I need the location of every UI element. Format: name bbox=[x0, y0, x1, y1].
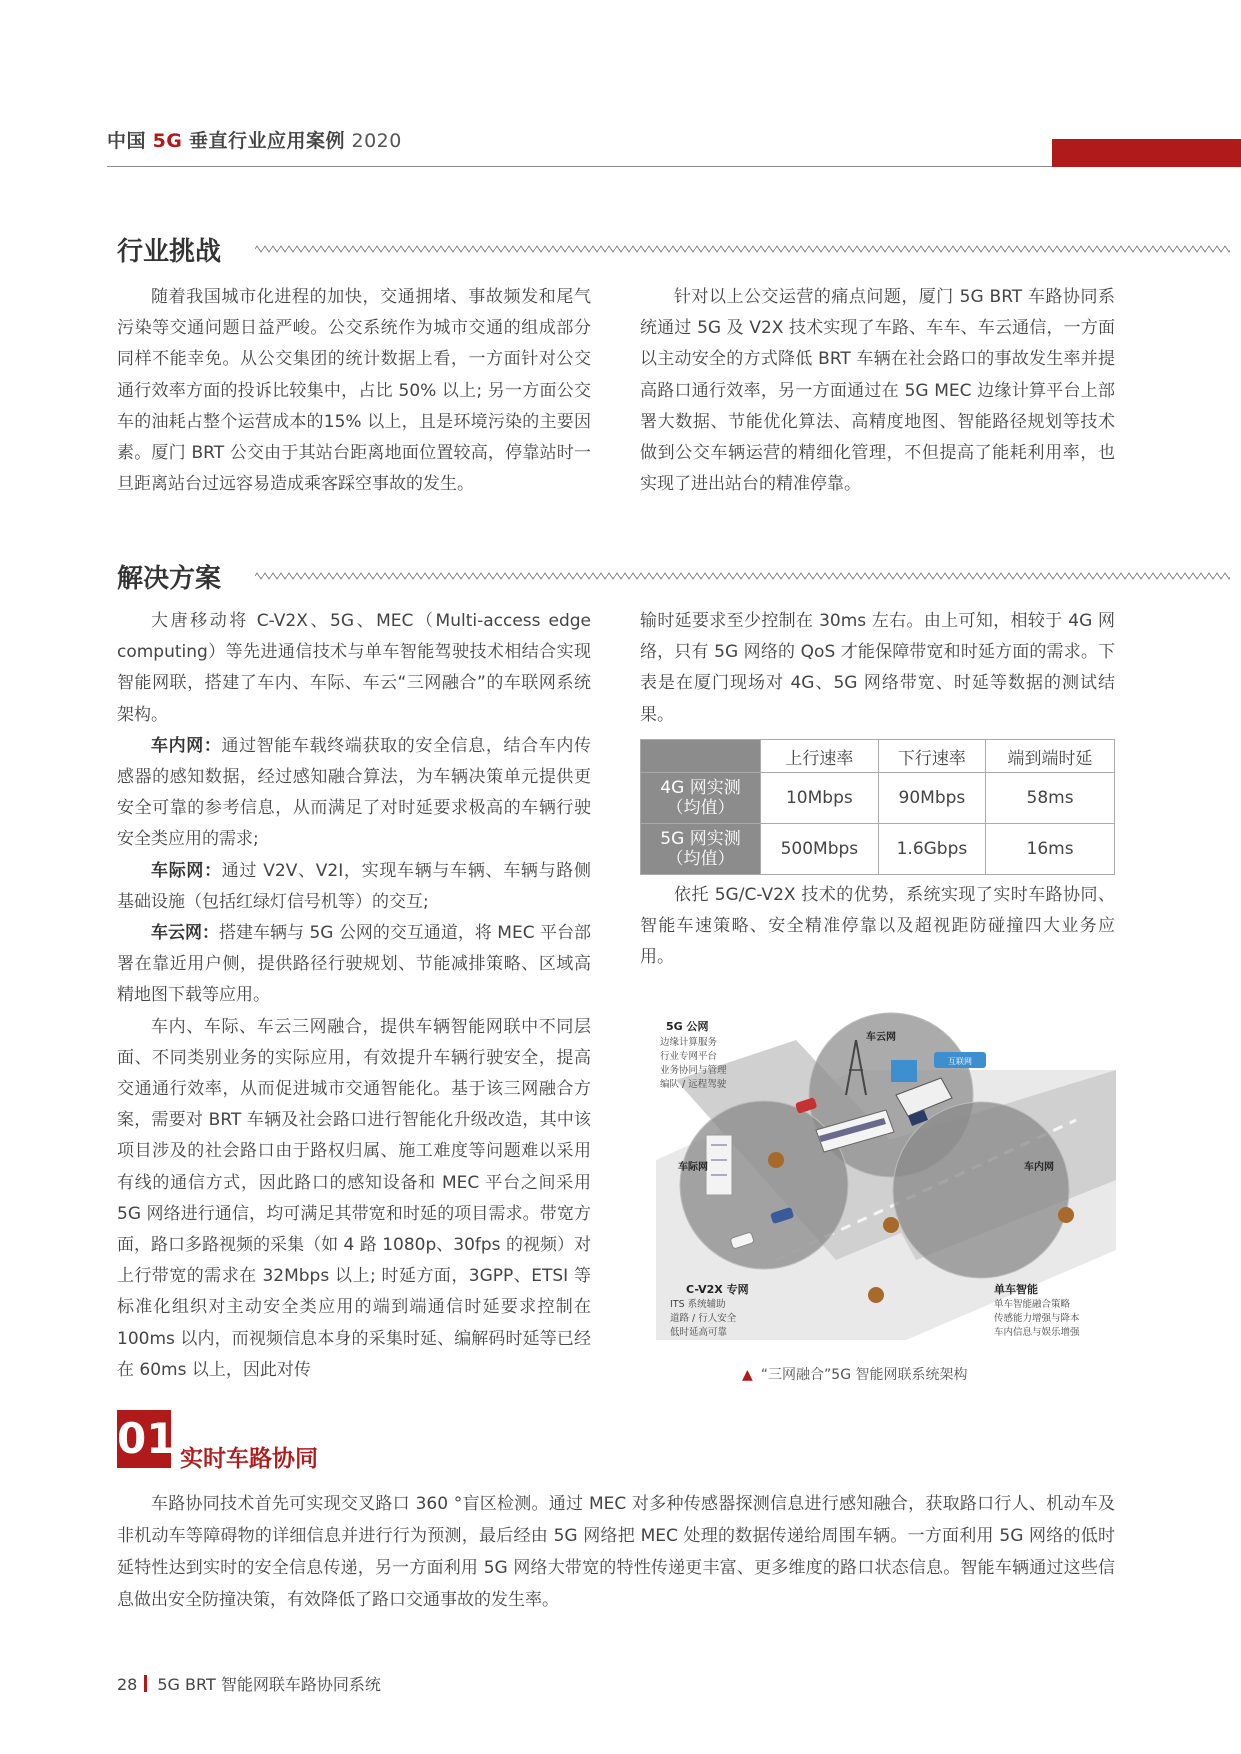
paragraph: 车际网：通过 V2V、V2I，实现车辆与车辆、车辆与路侧基础设施（包括红绿灯信号机等）的交互; bbox=[117, 860, 592, 912]
section-number-badge: 01 bbox=[117, 1410, 171, 1468]
page-header bbox=[0, 0, 1241, 180]
single-vehicle-line: 车内信息与娱乐增强 bbox=[994, 1327, 1080, 1338]
single-vehicle-line: 单车智能融合策略 bbox=[994, 1299, 1071, 1310]
public-network-line: 编队 / 远程驾驶 bbox=[660, 1079, 727, 1090]
cv2x-line: 低时延高可靠 bbox=[670, 1327, 728, 1338]
inter-vehicle-circle bbox=[680, 1101, 848, 1269]
challenges-left-column bbox=[117, 282, 591, 500]
paragraph: 大唐移动将 C-V2X、5G、MEC（Multi-access edge computing）等先进通信技术与单车智能驾驶技术相结合实现智能网联，搭建了车内、车际、车云“三网融合”的车联网系统架构。 bbox=[117, 611, 591, 725]
in-vehicle-label: 车内网 bbox=[1024, 1162, 1054, 1173]
term-label: 车云网： bbox=[151, 923, 220, 944]
paragraph: 车内网：通过智能车载终端获取的安全信息，结合车内传感器的感知数据，经过感知融合算法，为车辆决策单元提供更安全可靠的参考信息，从而满足了对时延要求极高的车辆行驶安全类应用的需求; bbox=[117, 735, 591, 850]
section-heading-challenges bbox=[117, 231, 1117, 271]
paragraph: 车内、车际、车云三网融合，提供车辆智能网联中不同层面、不同类别业务的实际应用，有效提升车辆行驶安全，提高交通通行效率，从而促进城市交通智能化。基于该三网融合方案，需要对 BRT 车辆及社会路口进行智能化升级改造，其中该项目涉及的社会路口由于路权归属、施工难度等问题难以采用有线的通信方式，因此路口的感知设备和 MEC 平台之间采用 5G 网络进行通信，均可满足其带宽和时延的项目需求。带宽方面，路口多路视频的采集（如 4 路 1080p、30fps 的视频）对上行带宽的需求在 32Mbps 以上; 时延方面，3GPP、ETSI 等标准化组织对主动安全类应用的端到端通信时延要求控制在 100ms 以内，而视频信息本身的采集时延、编解码时延等已经在 60ms 以上，因此对传 bbox=[117, 1016, 591, 1380]
challenges-right-column bbox=[640, 282, 1115, 500]
zigzag-rule bbox=[255, 245, 1230, 253]
header-accent-bar bbox=[1052, 139, 1241, 167]
section-heading-solution bbox=[117, 558, 1117, 598]
public-network-line: 行业专网平台 bbox=[660, 1051, 718, 1062]
public-network-line: 边缘计算服务 bbox=[660, 1037, 718, 1048]
page-number: 28 bbox=[117, 1675, 138, 1694]
paragraph: 输时延要求至少控制在 30ms 左右。由上可知，相较于 4G 网络，只有 5G 网络的 QoS 才能保障带宽和时延方面的需求。下表是在厦门现场对 4G、5G 网络带宽、时延等数据的测试结果。 bbox=[640, 611, 1115, 725]
architecture-diagram bbox=[656, 1010, 1116, 1340]
cv2x-line: ITS 系统辅助 bbox=[670, 1299, 726, 1310]
tree-icon bbox=[768, 1152, 784, 1168]
row-header: 4G 网实测 （均值） bbox=[641, 773, 761, 824]
page-footer bbox=[117, 1672, 381, 1695]
paragraph: 依托 5G/C-V2X 技术的优势，系统实现了实时车路协同、智能车速策略、安全精准停靠以及超视距防碰撞四大业务应用。 bbox=[640, 885, 1115, 968]
public-network-title: 5G 公网 bbox=[666, 1020, 709, 1033]
mec-server-icon bbox=[891, 1060, 917, 1082]
public-network-line: 业务协同与管理 bbox=[660, 1065, 727, 1076]
table-cell: 16ms bbox=[986, 824, 1115, 875]
header-divider bbox=[107, 166, 1052, 167]
footer-separator bbox=[144, 1675, 147, 1692]
section-title: 行业挑战 bbox=[117, 237, 222, 267]
building-icon bbox=[706, 1135, 732, 1195]
table-cell: 90Mbps bbox=[878, 773, 985, 824]
caret-up-icon: ▲ bbox=[742, 1367, 753, 1383]
table-corner bbox=[641, 740, 761, 773]
footer-title: 5G BRT 智能网联车路协同系统 bbox=[157, 1675, 381, 1694]
paragraph: 车云网：搭建车辆与 5G 公网的交互通道，将 MEC 平台部署在靠近用户侧，提供路径行驶规划、节能减排策略、区域高精地图下载等应用。 bbox=[117, 923, 592, 1006]
zigzag-rule bbox=[255, 572, 1230, 580]
publication-title: 中国 5G 垂直行业应用案例 2020 bbox=[107, 130, 402, 152]
inter-vehicle-label: 车际网 bbox=[678, 1162, 708, 1173]
tree-icon bbox=[1058, 1207, 1074, 1223]
cloud-network-label: 车云网 bbox=[866, 1032, 896, 1043]
term-label: 车际网： bbox=[151, 860, 222, 881]
solution-right-column-bottom bbox=[640, 880, 1115, 974]
section-title: 解决方案 bbox=[117, 564, 222, 594]
section-title: 实时车路协同 bbox=[180, 1446, 318, 1472]
in-vehicle-circle bbox=[893, 1102, 1069, 1278]
term-label: 车内网： bbox=[151, 735, 222, 756]
realtime-cooperation-text bbox=[117, 1488, 1115, 1616]
cv2x-line: 道路 / 行人安全 bbox=[670, 1313, 737, 1324]
single-vehicle-title: 单车智能 bbox=[994, 1283, 1038, 1296]
column-header: 下行速率 bbox=[878, 740, 985, 773]
paragraph: 车路协同技术首先可实现交叉路口 360 °盲区检测。通过 MEC 对多种传感器探测信息进行感知融合，获取路口行人、机动车及非机动车等障碍物的详细信息并进行行为预测，最后经由 5G 网络把 MEC 处理的数据传递给周围车辆。一方面利用 5G 网络的低时延特性达到实时的安全信息传递，另一方面利用 5G 网络大带宽的特性传递更丰富、更多维度的路口状态信息。智能车辆通过这些信息做出安全防撞决策，有效降低了路口交通事故的发生率。 bbox=[117, 1494, 1115, 1610]
network-test-table bbox=[640, 739, 1115, 875]
column-header: 端到端时延 bbox=[986, 740, 1115, 773]
solution-right-column-top bbox=[640, 606, 1115, 731]
table-row bbox=[641, 773, 1115, 824]
column-header: 上行速率 bbox=[761, 740, 879, 773]
single-vehicle-line: 传感能力增强与降本 bbox=[994, 1313, 1080, 1324]
paragraph: 随着我国城市化进程的加快，交通拥堵、事故频发和尾气污染等交通问题日益严峻。公交系统作为城市交通的组成部分同样不能幸免。从公交集团的统计数据上看，一方面针对公交通行效率方面的投诉比较集中，占比 50% 以上; 另一方面公交车的油耗占整个运营成本的15% 以上，且是环境污染的主要因素。厦门 BRT 公交由于其站台距离地面位置较高，停靠站时一旦距离站台过远容易造成乘客踩空事故的发生。 bbox=[117, 287, 591, 495]
internet-label: 互联网 bbox=[948, 1057, 972, 1066]
cv2x-title: C-V2X 专网 bbox=[686, 1283, 749, 1296]
tree-icon bbox=[883, 1217, 899, 1233]
table-cell: 58ms bbox=[986, 773, 1115, 824]
row-header: 5G 网实测 （均值） bbox=[641, 824, 761, 875]
table-cell: 10Mbps bbox=[761, 773, 879, 824]
paragraph: 针对以上公交运营的痛点问题，厦门 5G BRT 车路协同系统通过 5G 及 V2X 技术实现了车路、车车、车云通信，一方面以主动安全的方式降低 BRT 车辆在社会路口的事故发生率并提高路口通行效率，另一方面通过在 5G MEC 边缘计算平台上部署大数据、节能优化算法、高精度地图、智能路径规划等技术做到公交车辆运营的精细化管理，不但提高了能耗利用率，也实现了进出站台的精准停靠。 bbox=[640, 287, 1115, 495]
table-row bbox=[641, 824, 1115, 875]
solution-left-column bbox=[117, 606, 591, 1386]
table-cell: 1.6Gbps bbox=[878, 824, 985, 875]
tree-icon bbox=[868, 1287, 884, 1303]
figure-caption: ▲ “三网融合”5G 智能网联系统架构 bbox=[742, 1367, 968, 1383]
table-cell: 500Mbps bbox=[761, 824, 879, 875]
